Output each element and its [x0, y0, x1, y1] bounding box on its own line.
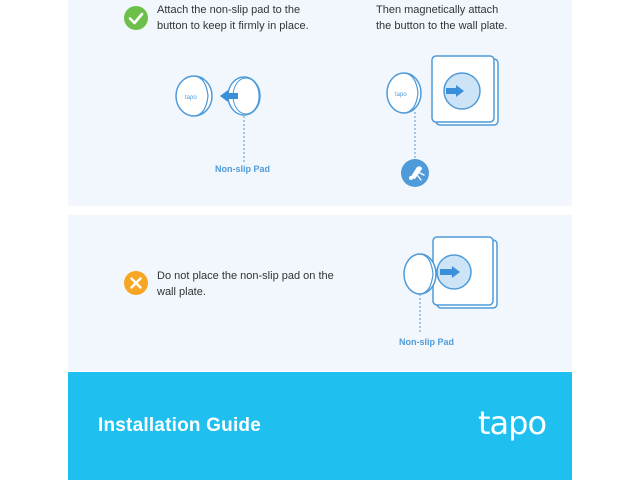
x-circle-icon — [123, 270, 149, 296]
tapo-logo: tapo — [478, 404, 547, 442]
button-on-wall-plate-illustration — [384, 54, 504, 130]
attach-pad-instruction — [157, 2, 309, 34]
magnet-attach-instruction — [376, 2, 507, 34]
non-slip-pad-label-2: Non-slip Pad — [399, 337, 455, 347]
button-brand-text: tapo — [185, 95, 197, 101]
installation-guide-title: Installation Guide — [98, 415, 262, 436]
footer-banner — [68, 372, 572, 480]
magnet-attach-line-1: Then magnetically attach — [376, 4, 499, 16]
warning-line-2: wall plate. — [157, 286, 206, 298]
attach-pad-line-2: button to keep it firmly in place. — [157, 20, 309, 32]
warning-line-1: Do not place the non-slip pad on the — [157, 270, 334, 282]
check-circle-icon — [123, 5, 149, 31]
warning-instruction — [157, 268, 334, 300]
magnet-attach-line-2: the button to the wall plate. — [376, 20, 508, 32]
attach-pad-line-1: Attach the non-slip pad to the — [157, 4, 301, 16]
pad-on-wall-plate-illustration — [398, 234, 502, 334]
button-and-pad-illustration — [172, 74, 268, 166]
non-slip-pad-label: Non-slip Pad — [215, 164, 271, 174]
magnet-leader-line — [410, 112, 420, 160]
button-brand-text-2: tapo — [395, 92, 407, 98]
magnet-icon — [400, 158, 430, 188]
